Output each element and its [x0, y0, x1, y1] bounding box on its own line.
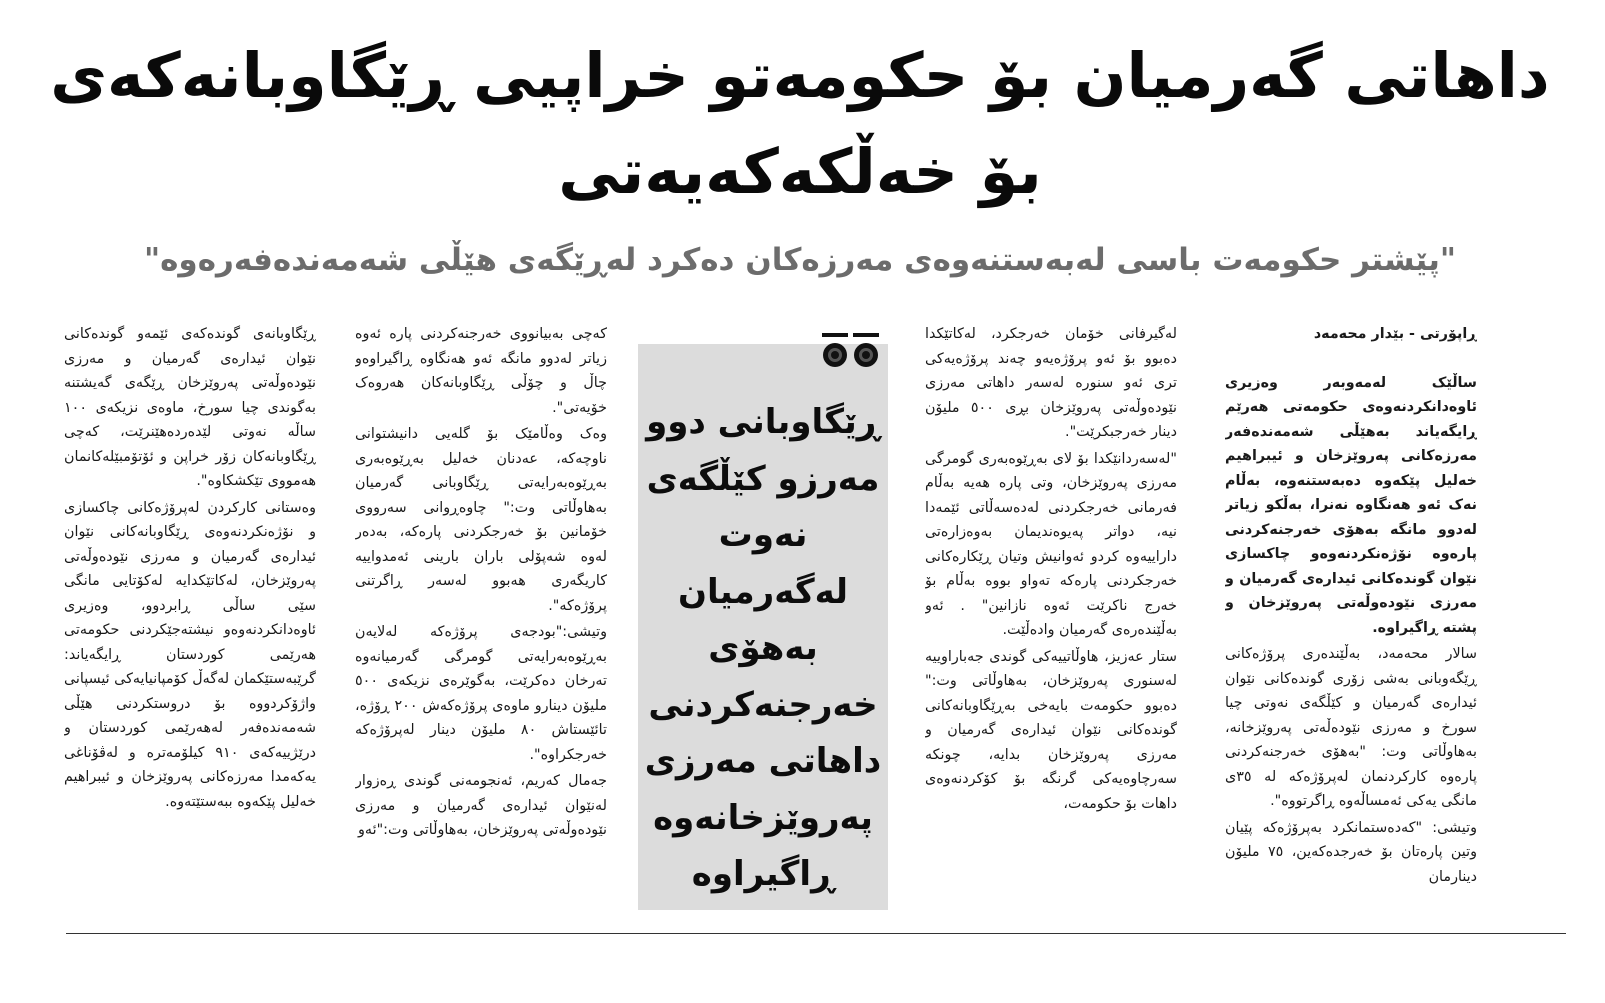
paragraph: ستار عەزیز، هاوڵاتییەکی گوندی جەباراوییە لەسنوری پەروێزخان، بەهاوڵاتی وت:" دەبوو حکومەت بایەخی بەڕێگاوبانەکانی گوندەکانی نێوان ئیدارەی گەرمیان و مەرزی پەروێزخان بدایە، چونکە سەرچاوەیەکی گرنگە بۆ کۆکردنەوەی داهات بۆ حکومەت،	[925, 648, 1177, 812]
subheadline: "پێشتر حکومەت باسی لەبەستنەوەی مەرزەکان دەکرد لەڕێگەی هێڵی شەمەندەفەرەوە"	[143, 242, 1457, 278]
article-column-4	[64, 322, 316, 922]
paragraph: وتیشی:"بودجەی پرۆژەکە لەلایەن بەڕێوەبەرایەتی گومرگی گەرمیانەوە تەرخان دەکرێت، بەگوێرەی نزیکەی ٥٠٠ ملیۆن دینارو ماوەی پرۆژەکەش ٢٠٠ ڕۆژە، تائێستاش ٨٠ ملیۆن دینار لەپرۆژەکە خەرجکراوە".	[355, 624, 607, 763]
quote-mark-icon	[851, 331, 881, 371]
paragraph: وەستانی کارکردن لەپرۆژەکانی چاکسازی و نۆژەنکردنەوەی ڕێگاوبانەکانی نێوان ئیدارەی گەرمیان و مەرزی نێودەوڵەتی پەروێزخان، لەکاتێکدایە لەکۆتایی مانگی سێی ساڵی ڕابردوو، وەزیری ئاوەدانکردنەوەو نیشتەجێکردنی حکومەتی هەرێمی کوردستان ڕایگەیاند: گرێبەستێکمان لەگەڵ کۆمپانیایەکی ئیسپانی واژۆکردووە بۆ دروستکردنی هێڵی شەمەندەفەر لەهەرێمی کوردستان و درێژییەکەی ٩١٠ کیلۆمەترە و لەڤۆناغی یەکەمدا مەرزەکانی پەروێزخان و ئیبراهیم خەلیل پێکەوە ببەستێتەوە.	[64, 499, 316, 810]
quote-mark-icon	[820, 331, 850, 371]
paragraph: لەگیرفانی خۆمان خەرجکرد، لەکاتێکدا دەبوو بۆ ئەو پرۆژەیەو چەند پرۆژەیەکی تری ئەو سنورە لەسەر داهاتی مەرزی نێودەوڵەتی پەروێزخان بڕی ٥٠٠ ملیۆن دینار خەرجبکرێت".	[925, 326, 1177, 440]
paragraph: جەمال کەریم، ئەنجومەنی گوندی ڕەزوار لەنێوان ئیدارەی گەرمیان و مەرزی نێودەوڵەتی پەروێزخان، بەهاوڵاتی وت:"ئەو	[355, 773, 607, 838]
article-column-1	[1225, 322, 1477, 922]
headline: داهاتی گەرمیان بۆ حکومەتو خراپیی ڕێگاوبانەکەی بۆ خەڵکەکەیەتی	[50, 39, 1550, 208]
article-column-2	[925, 322, 1177, 922]
paragraph: وەک وەڵامێک بۆ گلەیی دانیشتوانی ناوچەکە، عەدنان خەلیل بەڕێوەبەری بەڕێوەبەرایەتی ڕێگاوبانی گەرمیان بەهاوڵاتی وت:" چاوەڕوانی سەرووی خۆمانین بۆ خەرجکردنی پارەکە، بەدەر لەوە شەپۆلی باران بارینی ئەمدواییە کاریگەری هەبوو لەسەر ڕاگرتنی پرۆژەکە".	[355, 426, 607, 614]
paragraph: ساڵێک لەمەوبەر وەزیری ئاوەدانکردنەوەی حکومەتی هەرێم ڕایگەیاند بەهێڵی شەمەندەفەر مەرزەکانی پەروێزخان و ئیبراهیم خەلیل پێکەوە دەبەستنەوە، بەڵام نەک ئەو هەنگاوە نەنرا، بەڵکو زیاتر لەدوو مانگە بەهۆی خەرجنەکردنی پارەوە نۆژەنکردنەوەو چاکسازی نێوان گوندەکانی ئیدارەی گەرمیان و مەرزی نێودەوڵەتی پەروێزخان و پشتە ڕاگیراوە.	[1225, 374, 1477, 636]
pull-quote-box	[638, 344, 888, 910]
paragraph: وتیشی: "کەدەستمانکرد بەپرۆژەکە پێیان وتین پارەتان بۆ خەرجدەکەین، ٧٥ ملیۆن دینارمان	[1225, 819, 1477, 885]
paragraph: "لەسەردانێکدا بۆ لای بەڕێوەبەری گومرگی مەرزی پەروێزخان، وتی پارە هەیە بەڵام فەرمانی خەرجکردنی لەدەسەڵاتی ئێمەدا نیە، دواتر پەیوەندیمان بەوەزارەتی داراییەوە کردو ئەوانیش وتیان ڕێکارەکانی خەرجکردنی پارەکە تەواو بووە بەڵام بۆ خەرج ناکرێت ئەوە نازانین" . ئەو بەڵێندەرەی گەرمیان وادەڵێت.	[925, 450, 1177, 638]
byline: ڕاپۆرتی - بێدار محەمەد	[1313, 326, 1477, 342]
pull-quote-text: ڕێگاوبانی دوو مەرزو کێڵگەی نەوت لەگەرمیان بەهۆی خەرجنەکردنی داهاتی مەرزی پەروێزخانەوە ڕاگیراوە	[644, 402, 882, 894]
paragraph: سالار محەمەد، بەڵێندەری پرۆژەکانی ڕێگەوبانی بەشی زۆری گوندەکانی نێوان ئیدارەی گەرمیان و کێڵگەی نەوتی چیا سورخ و مەرزی نێودەڵەتی پەروێزخانە، بەهاوڵاتی وت: "بەهۆی خەرجنەکردنی پارەوە کارکردنمان لەپرۆژەکە لە ٣٥ی مانگی یەکی ئەمساڵەوە ڕاگرتووە".	[1225, 646, 1477, 809]
bottom-rule	[66, 933, 1566, 934]
paragraph: ڕێگاوبانەی گوندەکەی ئێمەو گوندەکانی نێوان ئیدارەی گەرمیان و مەرزی نێودەوڵەتی پەروێزخان ڕێگەی گەیشتنە بەگوندی چیا سورخ، ماوەی نزیکەی ١٠٠ ساڵە نەوتی لێدەردەهێنرێت، کەچی ڕێگاوبانەکان زۆر خراپن و ئۆتۆمبێلەکانمان هەمووی تێکشکاوە".	[64, 326, 316, 489]
paragraph: کەچی بەبیانووی خەرجنەکردنی پارە ئەوە زیاتر لەدوو مانگە ئەو هەنگاوە ڕاگیراوەو چاڵ و چۆڵی ڕێگاوبانەکان هەروەک خۆیەتی".	[355, 326, 607, 416]
article-column-3	[355, 322, 607, 922]
